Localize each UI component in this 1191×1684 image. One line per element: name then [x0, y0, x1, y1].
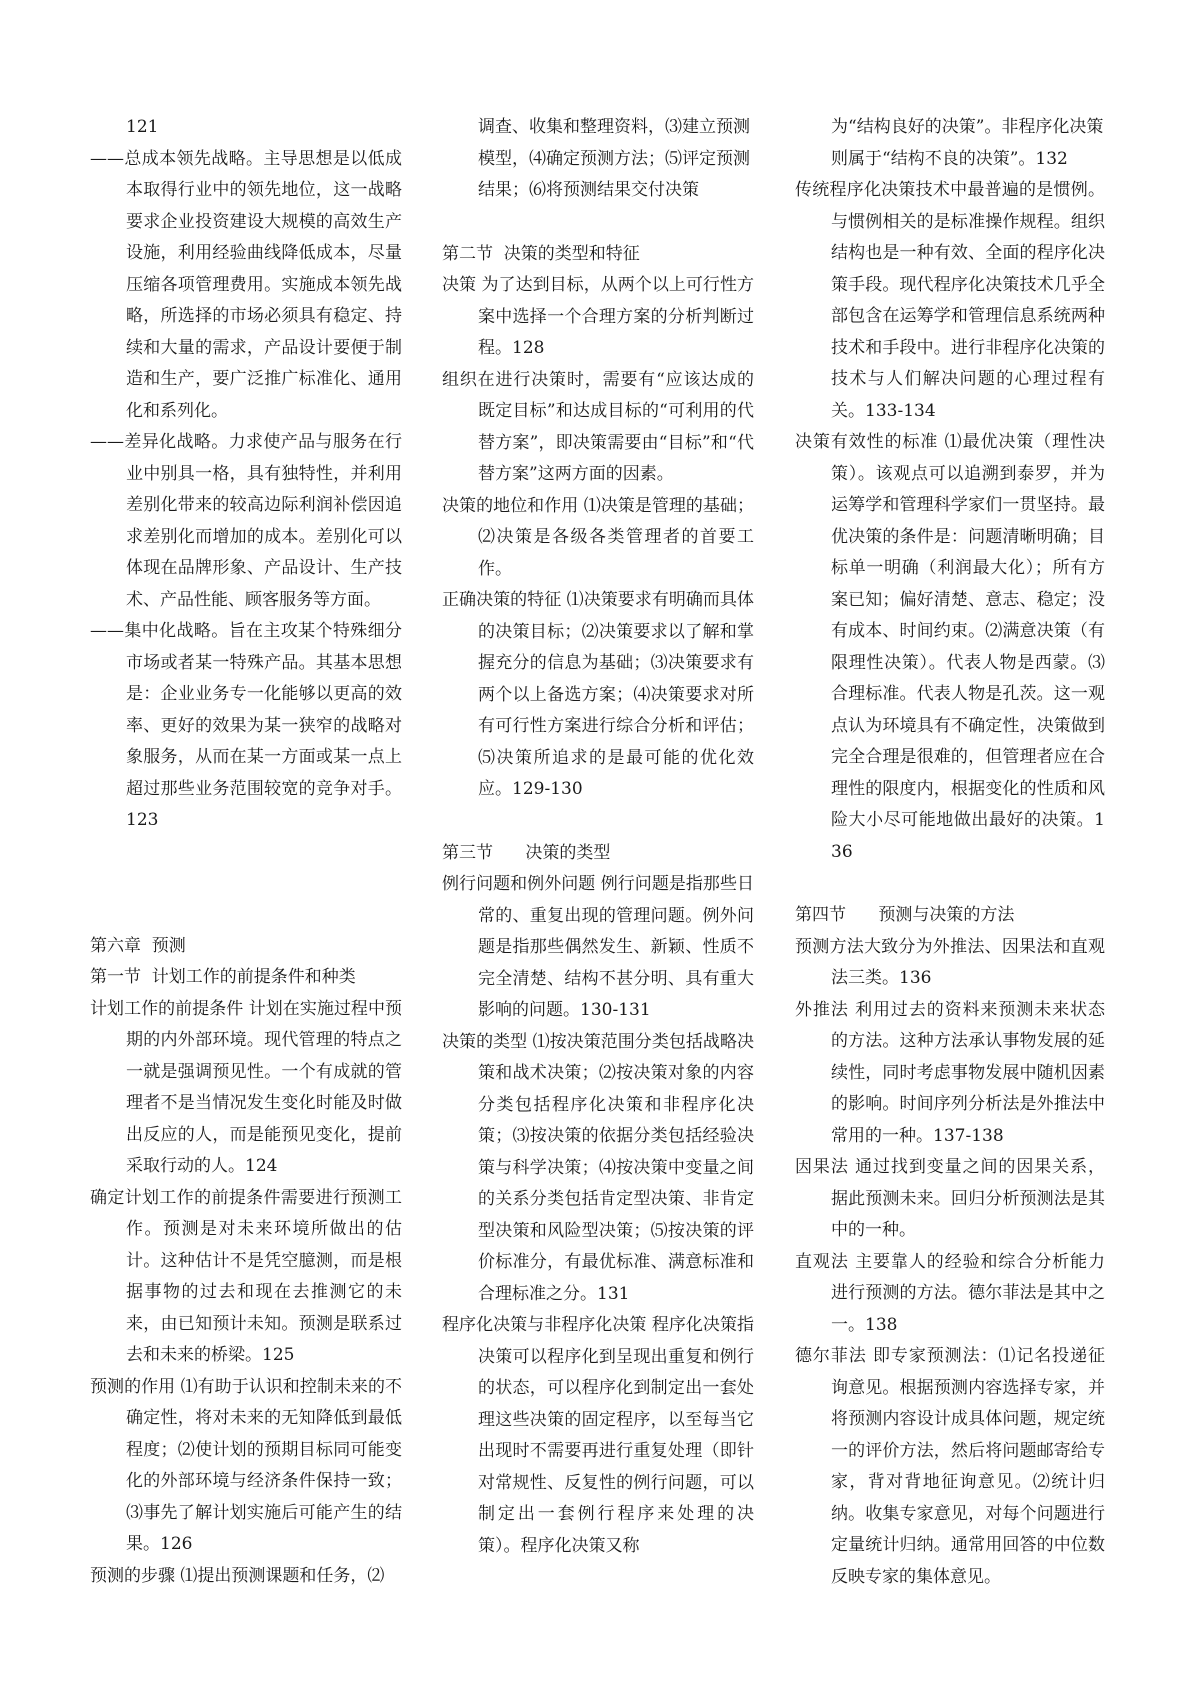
entry-paragraph: 程序化决策与非程序化决策 程序化决策指决策可以程序化到呈现出重复和例行的状态，可以程序化到制定出一套处理这些决策的固定程序，以至每当它出现时不需要再进行重复处理（即针对常规性、反复性的例行问题，可以制定出一套例行程序来处理的决策）。程序化决策又称	[442, 1315, 754, 1556]
section-heading: 第二节 决策的类型和特征	[442, 243, 640, 264]
entry-paragraph: 决策有效性的标准 ⑴最优决策（理性决策）。该观点可以追溯到泰罗，并为运筹学和管理科学家们一贯坚持。最优决策的条件是：问题清晰明确；目标单一明确（利润最大化）；所有方案已知；偏好清楚、意志、稳定；没有成本、时间约束。⑵满意决策（有限理性决策）。代表人物是西蒙。⑶合理标准。代表人物是孔茨。这一观点认为环境具有不确定性，决策做到完全合理是很难的，但管理者应在合理性的限度内，根据变化的性质和风险大小尽可能地做出最好的决策。136	[795, 432, 1105, 862]
section-heading: 第三节 决策的类型	[442, 842, 611, 863]
continued-text: 121	[126, 117, 159, 137]
entry-paragraph: ——总成本领先战略。主导思想是以低成本取得行业中的领先地位，这一战略要求企业投资建设大规模的高效生产设施，利用经验曲线降低成本，尽量压缩各项管理费用。实施成本领先战略，所选择的市场必须具有稳定、持续和大量的需求，产品设计要便于制造和生产，要广泛推广标准化、通用化和系列化。	[90, 148, 402, 421]
section-spacer	[90, 837, 402, 931]
entry-paragraph: 例行问题和例外问题 例行问题是指那些日常的、重复出现的管理问题。例外问题是指那些偶然发生、新颖、性质不完全清楚、结构不甚分明、具有重大影响的问题。130-131	[442, 874, 754, 1020]
entry-paragraph: 因果法 通过找到变量之间的因果关系，据此预测未来。回归分析预测法是其中的一种。	[795, 1157, 1105, 1240]
section-spacer	[442, 806, 754, 838]
entry-paragraph: 决策的地位和作用 ⑴决策是管理的基础；⑵决策是各级各类管理者的首要工作。	[442, 495, 754, 579]
text-column-3	[795, 112, 1105, 1593]
entry-paragraph: ——差异化战略。力求使产品与服务在行业中别具一格，具有独特性，并利用差别化带来的较高边际利润补偿因追求差别化而增加的成本。差别化可以体现在品牌形象、产品设计、生产技术、产品性能、顾客服务等方面。	[90, 432, 402, 610]
entry-paragraph: 德尔菲法 即专家预测法：⑴记名投递征询意见。根据预测内容选择专家，并将预测内容设计成具体问题，规定统一的评价方法，然后将问题邮寄给专家，背对背地征询意见。⑵统计归纳。收集专家意见，对每个问题进行定量统计归纳。通常用回答的中位数反映专家的集体意见。	[795, 1346, 1105, 1587]
entry-paragraph: 确定计划工作的前提条件需要进行预测工作。预测是对未来环境所做出的估计。这种估计不是凭空臆测，而是根据事物的过去和现在去推测它的未来，由已知预计未知。预测是联系过去和未来的桥梁。125	[90, 1187, 402, 1365]
entry-paragraph: 直观法 主要靠人的经验和综合分析能力进行预测的方法。德尔菲法是其中之一。138	[795, 1251, 1105, 1335]
text-column-1	[90, 112, 402, 1592]
entry-paragraph: 计划工作的前提条件 计划在实施过程中预期的内外部环境。现代管理的特点之一就是强调预见性。一个有成就的管理者不是当情况发生变化时能及时做出反应的人，而是能预见变化，提前采取行动的人。124	[90, 998, 402, 1176]
section-heading: 第六章 预测	[90, 935, 186, 956]
entry-paragraph: 正确决策的特征 ⑴决策要求有明确而具体的决策目标；⑵决策要求以了解和掌握充分的信息为基础；⑶决策要求有两个以上备选方案；⑷决策要求对所有可行性方案进行综合分析和评估；⑸决策所追求的是最可能的优化效应。129-130	[442, 590, 754, 799]
text-column-2	[442, 112, 754, 1562]
entry-paragraph: 外推法 利用过去的资料来预测未来状态的方法。这种方法承认事物发展的延续性，同时考虑事物发展中随机因素的影响。时间序列分析法是外推法中常用的一种。137-138	[795, 999, 1105, 1146]
continued-text: 调查、收集和整理资料，⑶建立预测模型，⑷确定预测方法；⑸评定预测结果；⑹将预测结果交付决策	[478, 117, 750, 200]
section-spacer	[442, 207, 754, 239]
continued-text: 为“结构良好的决策”。非程序化决策则属于“结构不良的决策”。132	[831, 117, 1104, 169]
section-spacer	[795, 868, 1105, 900]
section-heading: 第一节 计划工作的前提条件和种类	[90, 967, 356, 987]
entry-paragraph: 组织在进行决策时，需要有“应该达成的既定目标”和达成目标的“可利用的代替方案”，即决策需要由“目标”和“代替方案”这两方面的因素。	[442, 369, 754, 484]
entry-paragraph: 预测的步骤 ⑴提出预测课题和任务，⑵	[90, 1565, 385, 1586]
entry-paragraph: 传统程序化决策技术中最普遍的是惯例。与惯例相关的是标准操作规程。组织结构也是一种有效、全面的程序化决策手段。现代程序化决策技术几乎全部包含在运筹学和管理信息系统两种技术和手段中。进行非程序化决策的技术与人们解决问题的心理过程有关。133-134	[795, 180, 1105, 421]
entry-paragraph: 预测的作用 ⑴有助于认识和控制未来的不确定性，将对未来的无知降低到最低程度；⑵使计划的预期目标同可能变化的外部环境与经济条件保持一致；⑶事先了解计划实施后可能产生的结果。126	[90, 1376, 402, 1554]
entry-paragraph: 预测方法大致分为外推法、因果法和直观法三类。136	[795, 936, 1105, 988]
entry-paragraph: ——集中化战略。旨在主攻某个特殊细分市场或者某一特殊产品。其基本思想是：企业业务专一化能够以更高的效率、更好的效果为某一狭窄的战略对象服务，从而在某一方面或某一点上超过那些业务范围较宽的竞争对手。123	[90, 621, 402, 830]
entry-paragraph: 决策的类型 ⑴按决策范围分类包括战略决策和战术决策；⑵按决策对象的内容分类包括程序化决策和非程序化决策；⑶按决策的依据分类包括经验决策与科学决策；⑷按决策中变量之间的关系分类包括肯定型决策、非肯定型决策和风险型决策；⑸按决策的评价标准分，有最优标准、满意标准和合理标准之分。131	[442, 1031, 754, 1304]
section-heading: 第四节 预测与决策的方法	[795, 905, 1015, 925]
entry-paragraph: 决策 为了达到目标，从两个以上可行性方案中选择一个合理方案的分析判断过程。128	[442, 275, 754, 358]
